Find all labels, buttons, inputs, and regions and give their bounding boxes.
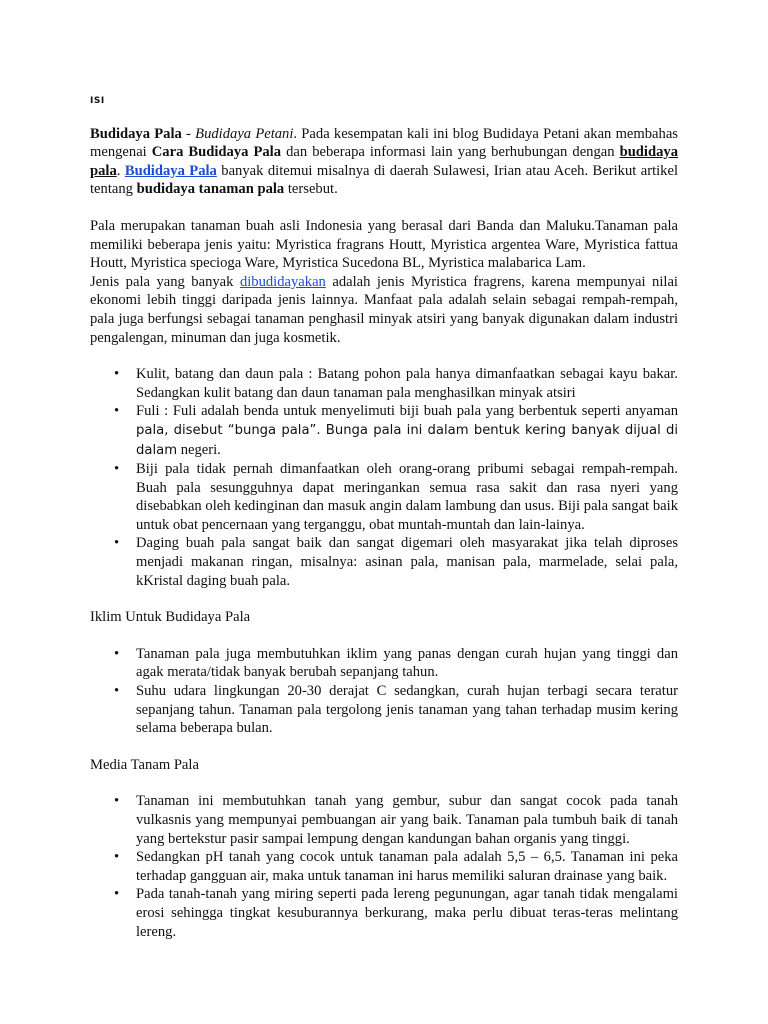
- benefits-text: adalah jenis Myristica fragrens, karena mempunyai nilai ekonomi lebih tinggi daripada jenis lainnya. Manfaat pala adalah selain sebagai rempah-rempah, pala juga berfungsi sebagai tanaman penghasil minyak atsiri yang banyak digunakan dalam industri pengalengan, minuman dan juga kosmetik.: [90, 273, 678, 346]
- benefits-text: Jenis pala yang banyak: [90, 273, 240, 290]
- intro-text: banyak ditemui misalnya di daerah Sulawesi, Irian atau Aceh. Berikut artikel tentang: [90, 162, 679, 198]
- list-item-text: Fuli : Fuli adalah benda untuk menyelimuti biji buah pala yang berbentuk seperti anyaman: [136, 403, 678, 420]
- pala-parts-list: [90, 365, 678, 590]
- media-tanam-list: [90, 792, 678, 941]
- iklim-heading: Iklim Untuk Budidaya Pala: [90, 609, 251, 626]
- benefits-paragraph: [90, 273, 678, 347]
- list-item-text: negeri.: [177, 441, 221, 458]
- list-item: • Suhu udara lingkungan 20-30 derajat C sedangkan, curah hujan terbagi secara teratur sepanjang tahun. Tanaman pala tergolong jenis tanaman yang tahan terhadap musim kering selama beberapa bulan.: [90, 682, 678, 738]
- list-item: [90, 402, 678, 460]
- list-item: • Tanaman ini membutuhkan tanah yang gembur, subur dan sangat cocok pada tanah vulkasnis yang mempunyai pembuangan air yang baik. Tanaman pala tumbuh baik di tanah yang bertekstur pasir sampai lempung dengan kandungan bahan organis yang tinggi.: [90, 792, 678, 848]
- intro-title: Budidaya Pala: [90, 125, 182, 142]
- media-tanam-heading: Media Tanam Pala: [90, 756, 199, 773]
- list-item: • Sedangkan pH tanah yang cocok untuk tanaman pala adalah 5,5 – 6,5. Tanaman ini peka terhadap gangguan air, maka untuk tanaman ini harus memiliki saluran drainase yang baik.: [90, 848, 678, 885]
- list-item: • Kulit, batang dan daun pala : Batang pohon pala hanya dimanfaatkan sebagai kayu bakar. Sedangkan kulit batang dan daun tanaman pala menghasilkan minyak atsiri: [90, 365, 678, 402]
- spacer: [90, 199, 678, 217]
- intro-text: dan beberapa informasi lain yang berhubungan dengan: [281, 144, 620, 161]
- iklim-list: [90, 645, 678, 738]
- intro-subtitle: Budidaya Petani: [195, 125, 294, 142]
- list-item: • Pada tanah-tanah yang miring seperti pada lereng pegunungan, agar tanah tidak mengalami erosi sehingga tingkat kesuburannya berkurang, maka perlu dibuat teras-teras melintang lereng.: [90, 885, 678, 941]
- list-item: • Tanaman pala juga membutuhkan iklim yang panas dengan curah hujan yang tinggi dan agak merata/tidak banyak berubah sepanjang tahun.: [90, 645, 678, 682]
- budidaya-pala-link[interactable]: Budidaya Pala: [124, 162, 217, 179]
- document-body: [90, 92, 678, 941]
- intro-text: .: [116, 162, 125, 179]
- section-label: ISI: [90, 96, 105, 106]
- list-item: • Daging buah pala sangat baik dan sangat digemari oleh masyarakat jika telah diproses menjadi makanan ringan, misalnya: asinan pala, manisan pala, marmelade, selai pala, kKristal daging buah pala.: [90, 534, 678, 590]
- dibudidayakan-link[interactable]: dibudidayakan: [239, 273, 326, 290]
- intro-bold-cara: Cara Budidaya Pala: [151, 144, 282, 161]
- species-paragraph: Pala merupakan tanaman buah asli Indonesia yang berasal dari Banda dan Maluku.Tanaman pala memiliki beberapa jenis yaitu: Myristica fragrans Houtt, Myristica argentea Ware, Myristica fattua Houtt, Myristica specioga Ware, Myristica Sucedona BL, Myristica malabarica Lam.: [90, 217, 678, 272]
- intro-text: . Pada kesempatan kali ini blog Budidaya Petani akan membahas mengenai: [90, 125, 678, 161]
- list-item-text: pala, disebut “bunga pala”. Bunga pala ini dalam bentuk kering banyak dijual di dalam: [136, 422, 678, 458]
- intro-text: tersebut.: [284, 181, 338, 198]
- intro-bold-budidaya: budidaya pala: [90, 144, 678, 179]
- list-item: • Biji pala tidak pernah dimanfaatkan oleh orang-orang pribumi sebagai rempah-rempah. Buah pala sesungguhnya dapat meringankan semua rasa sakit dan rasa nyeri yang disebabkan oleh kedinginan dan masuk angin dalam lambung dan usus. Biji pala sangat baik untuk obat pencernaan yang terganggu, obat muntah-muntah dan lain-lainya.: [90, 460, 678, 534]
- intro-paragraph: [90, 125, 678, 199]
- intro-bold-tanaman: budidaya tanaman pala: [136, 181, 285, 198]
- intro-text: -: [181, 125, 196, 142]
